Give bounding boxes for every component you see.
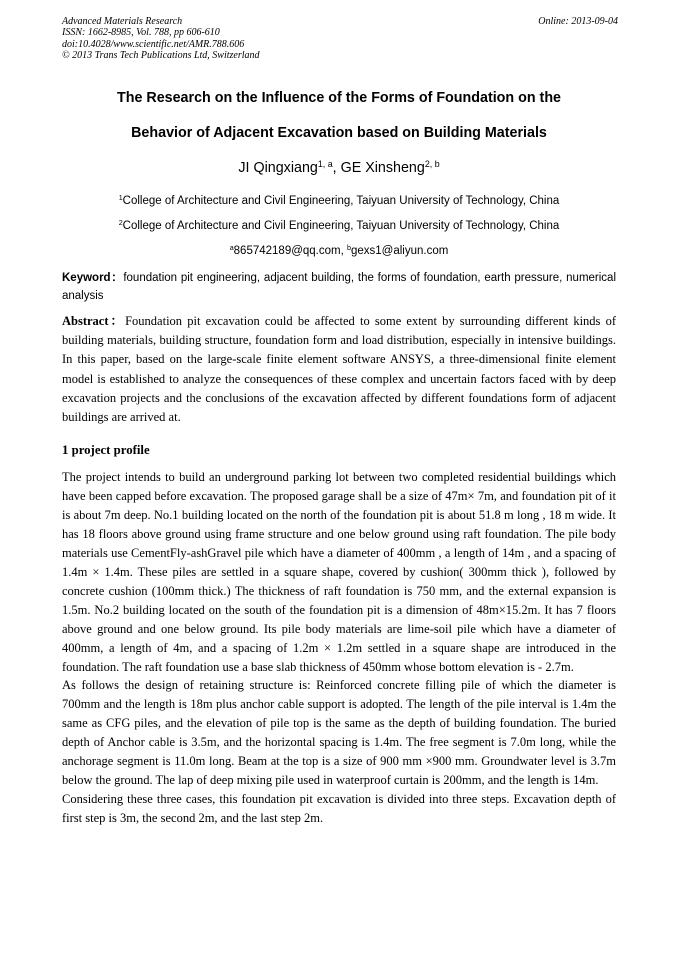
email-address: 865742189@qq.com [233, 245, 341, 257]
author-affiliation-marker: 2, b [424, 159, 440, 170]
affiliation-marker: 1 [118, 194, 123, 203]
section-body [62, 468, 616, 828]
journal-name: Advanced Materials Research [62, 16, 183, 27]
publication-info [62, 16, 618, 61]
keywords-colon: ： [110, 272, 124, 284]
section-heading: 1 project profile [62, 443, 150, 457]
body-paragraph: As follows the design of retaining structure is: Reinforced concrete filling pile of which the diameter is 700mm and the length is 18m plus anchor cable support is adopted. The length of the pile interval is 1.4m the same as CFG piles, and the elevation of pile top is the same as the depth of building foundation. The buried depth of Anchor cable is 3.5m, and the horizontal spacing is 1.4m. The free segment is 7.0m long, while the anchorage segment is 11.0m long. Beam at the top is a size of 900 mm ×900 mm. Groundwater level is 3.7m below the ground. The lap of deep mixing pile used in waterproof curtain is 200mm, and the length is 14m. [62, 678, 616, 788]
doi-line: doi:10.4028/www.scientific.net/AMR.788.606 [62, 38, 245, 50]
email-marker: a [229, 244, 234, 253]
author-name: GE Xinsheng [340, 160, 425, 176]
running-header [62, 16, 618, 61]
affiliation-text: College of Architecture and Civil Engineering, Taiyuan University of Technology, China [122, 220, 560, 232]
keywords-text: foundation pit engineering, adjacent building, the forms of foundation, earth pressure, numerical analysis [62, 272, 617, 302]
keywords-label: Keyword [62, 272, 111, 284]
email-marker: b [347, 244, 351, 253]
abstract-colon: ： [108, 314, 126, 328]
author-affiliation-marker: 1, a [317, 159, 333, 170]
affiliation-text: College of Architecture and Civil Engineering, Taiyuan University of Technology, China [122, 195, 560, 207]
email-separator: , [340, 245, 347, 257]
abstract-block [62, 312, 616, 427]
copyright-line: © 2013 Trans Tech Publications Ltd, Switzerland [62, 49, 260, 61]
abstract-label: Abstract [62, 314, 109, 328]
paper-title-line-2: Behavior of Adjacent Excavation based on Building Materials [131, 125, 547, 141]
body-paragraph: Considering these three cases, this foundation pit excavation is divided into three steps. Excavation depth of first step is 3m, the second 2m, and the last step 2m. [62, 792, 616, 826]
abstract-text: Foundation pit excavation could be affected to some extent by surrounding different kinds of building materials, building structure, foundation form and load distribution, especially in intensive buildings. In this paper, based on the large-scale finite element software ANSYS, a three-dimensional finite element model is established to analyze the consequences of these complex and uncertain factors faced with by deep excavation projects and the conclusions of the excavation affected by different foundations form of adjacent buildings are arrived at. [62, 314, 616, 425]
author-name: JI Qingxiang [238, 160, 318, 176]
author-emails [40, 245, 638, 257]
body-paragraph: The project intends to build an underground parking lot between two completed residential buildings which have been capped before excavation. The proposed garage shall be a size of 47m× 7m, and foundation pit of it is about 7m deep. No.1 building located on the north of the foundation pit is about 51.8 m long , 18 m wide. It has 18 floors above ground using frame structure and one below ground using raft foundation. The pile body materials use CementFly-ashGravel pile which have a diameter of 400mm , a length of 14m , and a spacing of 1.4m × 1.4m. These piles are settled in a square shape, covered by cushion( 300mm thick ), followed by concrete cushion (100mm thick.) The thickness of raft foundation is 750 mm, and the external expansion is 1.5m. No.2 building located on the south of the foundation pit is a dimension of 48m×15.2m. It has 7 floors above ground and one below ground. Its pile body materials are lime-soil pile which have a diameter of 400mm, a length of 4m, and a spacing of 1.2m × 1.2m settled in a square shape are introduced in the foundation. The raft foundation use a base slab thickness of 450mm whose bottom elevation is - 2.7m. [62, 470, 616, 674]
author-list [40, 160, 638, 176]
paper-title-line-1: The Research on the Influence of the Forms of Foundation on the [116, 90, 561, 106]
affiliation [40, 220, 638, 232]
issn-line: ISSN: 1662-8985, Vol. 788, pp 606-610 [62, 27, 220, 39]
affiliation-marker: 2 [118, 219, 123, 228]
affiliation [40, 195, 638, 207]
author-separator: , [332, 160, 341, 176]
keywords-block [62, 269, 616, 305]
online-date: Online: 2013-09-04 [538, 16, 618, 27]
email-address: gexs1@aliyun.com [350, 245, 449, 257]
